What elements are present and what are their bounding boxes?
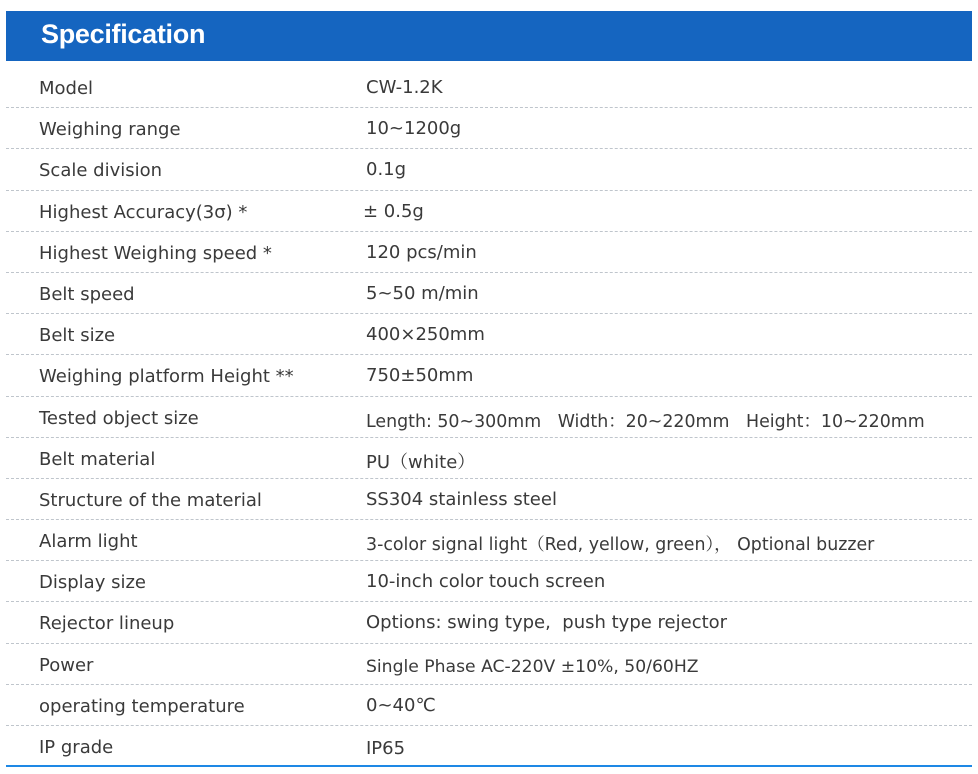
spec-value: 5~50 m/min [366,282,479,304]
spec-label: Highest Weighing speed * [39,242,272,264]
spec-label: Weighing platform Height ** [39,366,294,388]
spec-label: IP grade [39,737,114,758]
spec-value: 400×250mm [366,324,485,346]
spec-label: Scale division [39,160,163,182]
spec-row-structure-material [6,479,972,520]
spec-value: Single Phase AC-220V ±10%, 50/60HZ [366,656,699,677]
spec-value: 0~40℃ [366,694,436,716]
spec-row-scale-division [6,149,972,190]
spec-table [6,67,972,767]
spec-label: Belt material [39,448,156,470]
spec-value: Length: 50~300mm Width：20~220mm Height：10~220mm [366,411,925,432]
spec-row-rejector-lineup [6,602,972,643]
spec-value: 0.1g [366,159,407,181]
spec-label: Belt speed [39,283,135,305]
spec-label: Highest Accuracy(3σ) * [39,201,248,223]
spec-value: 10-inch color touch screen [366,571,606,593]
spec-value: 750±50mm [366,365,474,387]
spec-label: Alarm light [39,531,138,553]
spec-value: 10~1200g [366,118,462,140]
spec-value: 120 pcs/min [366,241,477,263]
header-title: Specification [41,19,206,49]
spec-row-weighing-speed [6,232,972,273]
spec-label: Structure of the material [39,489,262,511]
spec-label: operating temperature [39,695,245,717]
spec-row-belt-size [6,314,972,355]
spec-label: Tested object size [39,407,199,429]
spec-value: ± 0.5g [363,200,424,222]
spec-header [6,11,972,61]
spec-label: Model [39,78,94,99]
spec-row-power [6,644,972,685]
spec-label: Power [39,654,94,676]
spec-row-belt-speed [6,273,972,314]
spec-label: Display size [39,572,146,594]
spec-value: IP65 [366,738,406,759]
spec-row-object-size [6,397,972,438]
spec-row-alarm-light [6,520,972,561]
spec-row-accuracy [6,191,972,232]
spec-value: CW-1.2K [366,77,443,98]
spec-value: SS304 stainless steel [366,488,557,510]
spec-row-ip-grade [6,726,972,767]
spec-value: 3-color signal light（Red, yellow, green）， Optional buzzer [366,535,875,556]
spec-row-operating-temperature [6,685,972,726]
spec-value: PU（white） [366,451,476,473]
spec-label: Weighing range [39,119,181,141]
spec-label: Rejector lineup [39,613,175,635]
spec-row-model [6,67,972,108]
spec-row-platform-height [6,355,972,396]
spec-row-belt-material [6,438,972,479]
spec-value: Options: swing type, push type rejector [366,612,728,634]
spec-row-display-size [6,561,972,602]
spec-row-weighing-range [6,108,972,149]
spec-label: Belt size [39,325,116,347]
